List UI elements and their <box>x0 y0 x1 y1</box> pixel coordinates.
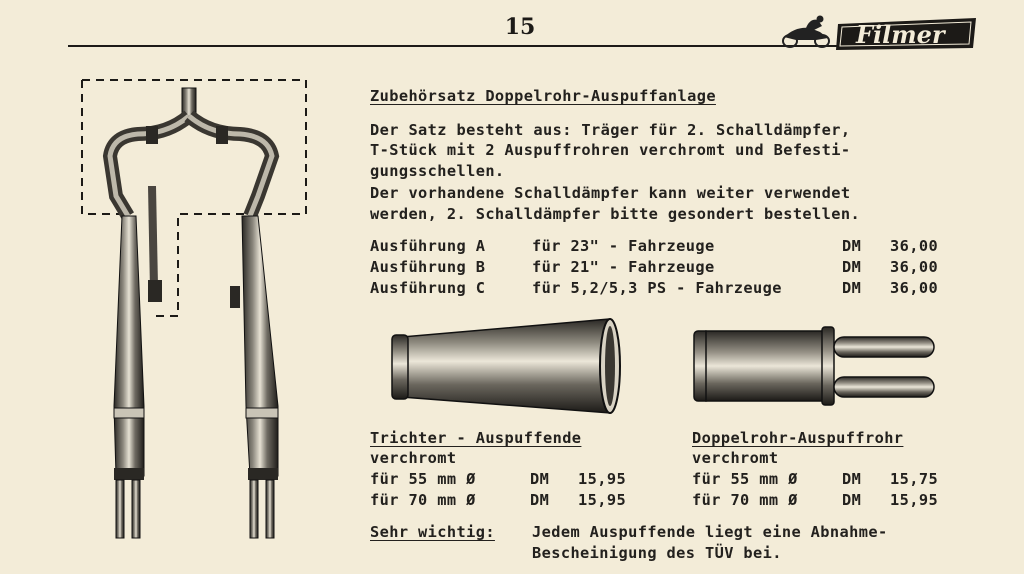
description-line-1: Der Satz besteht aus: Träger für 2. Schalldämpfer, <box>370 121 851 139</box>
accessory-title: Trichter - Auspuffende <box>370 429 582 447</box>
accessory-size: für 70 mm Ø <box>692 491 798 509</box>
accessory-price: 15,75 <box>890 470 939 488</box>
accessory-currency: DM <box>530 470 550 488</box>
trichter-illustration <box>388 315 628 420</box>
variant-fits: für 5,2/5,3 PS - Fahrzeuge <box>532 279 782 297</box>
description-line-2: T-Stück mit 2 Auspuffrohren verchromt und Befesti- <box>370 141 851 159</box>
exhaust-system-illustration <box>78 76 318 546</box>
description-line-5: werden, 2. Schalldämpfer bitte gesondert bestellen. <box>370 205 861 223</box>
accessory-price: 15,95 <box>578 491 627 509</box>
accessory-currency: DM <box>530 491 550 509</box>
variant-name: Ausführung C <box>370 279 486 297</box>
description-line-4: Der vorhandene Schalldämpfer kann weiter verwendet <box>370 184 851 202</box>
accessory-price: 15,95 <box>578 470 627 488</box>
variant-currency: DM <box>842 237 862 255</box>
accessory-currency: DM <box>842 470 862 488</box>
variant-price: 36,00 <box>890 237 939 255</box>
variant-name: Ausführung A <box>370 237 486 255</box>
accessory-price: 15,95 <box>890 491 939 509</box>
variant-currency: DM <box>842 258 862 276</box>
variant-fits: für 21" - Fahrzeuge <box>532 258 715 276</box>
doppelrohr-illustration <box>690 323 950 408</box>
accessory-size: für 55 mm Ø <box>692 470 798 488</box>
variant-price: 36,00 <box>890 258 939 276</box>
description-line-3: gungsschellen. <box>370 162 505 180</box>
accessory-currency: DM <box>842 491 862 509</box>
variant-currency: DM <box>842 279 862 297</box>
accessory-size: für 55 mm Ø <box>370 470 476 488</box>
svg-text:Filmer: Filmer <box>856 20 945 49</box>
brand-logo <box>776 10 981 52</box>
note-label: Sehr wichtig: <box>370 523 495 541</box>
page-number: 15 <box>504 14 536 40</box>
note-line-1: Jedem Auspuffende liegt eine Abnahme- <box>532 523 888 541</box>
variant-price: 36,00 <box>890 279 939 297</box>
note-line-2: Bescheinigung des TÜV bei. <box>532 544 782 562</box>
accessory-title: Doppelrohr-Auspuffrohr <box>692 429 904 447</box>
accessory-size: für 70 mm Ø <box>370 491 476 509</box>
variant-name: Ausführung B <box>370 258 486 276</box>
variant-fits: für 23" - Fahrzeuge <box>532 237 715 255</box>
motorcycle-icon <box>783 16 829 48</box>
accessory-finish: verchromt <box>370 449 457 467</box>
product-title: Zubehörsatz Doppelrohr-Auspuffanlage <box>370 87 716 105</box>
accessory-finish: verchromt <box>692 449 779 467</box>
